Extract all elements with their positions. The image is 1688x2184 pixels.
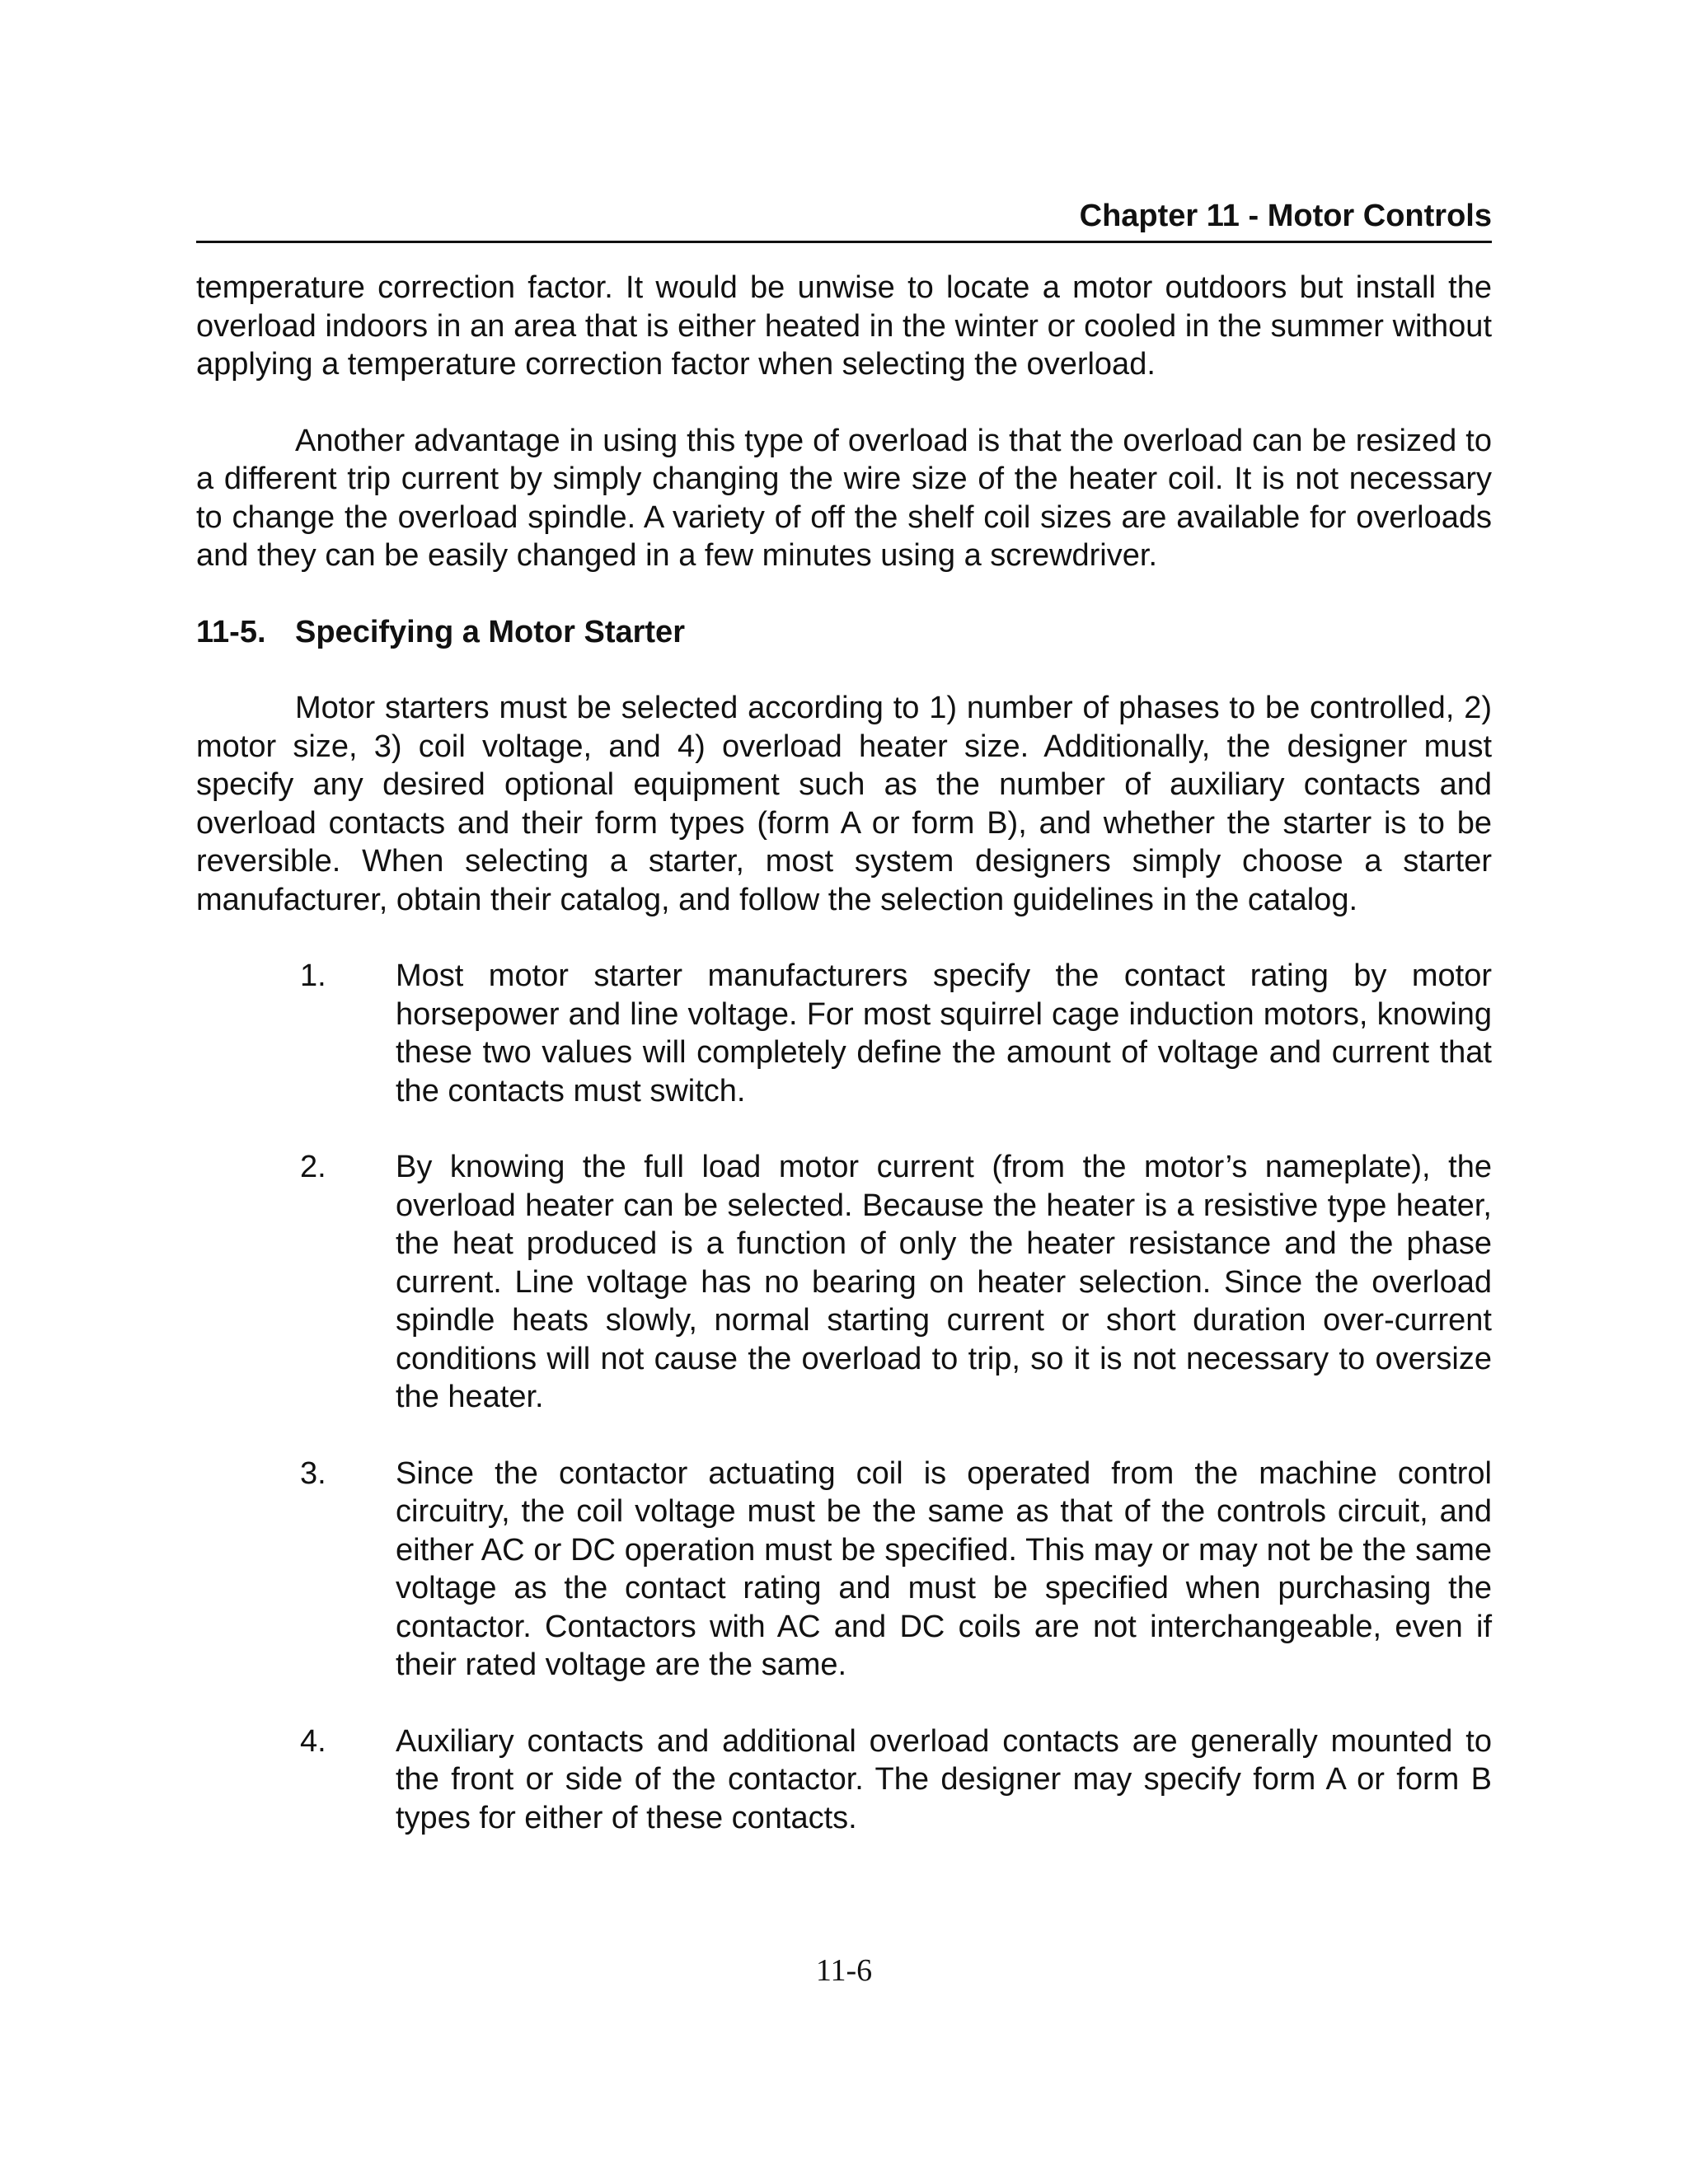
chapter-header: Chapter 11 - Motor Controls <box>1079 199 1492 233</box>
list-item <box>196 957 1492 1110</box>
list-item-text: By knowing the full load motor current (from the motor’s nameplate), the overload heater can be selected. Because the heater is a resistive type heater, the heat produced is a function of only the heater resistance and the phase current. Line voltage has no bearing on heater selection. Since the overload spindle heats slowly, normal starting current or short duration over-current conditions will not cause the overload to trip, so it is not necessary to oversize the heater. <box>396 1150 1492 1414</box>
list-item <box>196 1722 1492 1838</box>
list-marker: 3. <box>300 1455 326 1491</box>
body-text <box>196 269 1492 1875</box>
paragraph-overload-advantage: Another advantage in using this type of overload is that the overload can be resized to a different trip current by simply changing the wire size of the heater coil. It is not necessary to change the overload spindle. A variety of off the shelf coil sizes are available for overloads and they can be easily changed in a few minutes using a screwdriver. <box>196 423 1492 573</box>
list-marker: 4. <box>300 1723 326 1759</box>
section-title: Specifying a Motor Starter <box>295 614 685 649</box>
list-item <box>196 1455 1492 1685</box>
list-item-text: Auxiliary contacts and additional overload contacts are generally mounted to the front or side of the contactor. The designer may specify form A or form B types for either of these contacts. <box>396 1723 1492 1835</box>
header-rule <box>196 241 1492 243</box>
section-intro-paragraph: Motor starters must be selected according to 1) number of phases to be controlled, 2) motor size, 3) coil voltage, and 4) overload heater size. Additionally, the designer must specify any desired optional equipment such as the number of auxiliary contacts and overload contacts and their form types (form A or form B), and whether the starter is to be reversible. When selecting a starter, most system designers simply choose a starter manufacturer, obtain their catalog, and follow the selection guidelines in the catalog. <box>196 691 1492 917</box>
section-number: 11-5. <box>196 614 266 649</box>
list-marker: 2. <box>300 1150 326 1184</box>
list-marker: 1. <box>300 958 326 993</box>
list-item-text: Since the contactor actuating coil is operated from the machine control circuitry, the coil voltage must be the same as that of the controls circuit, and either AC or DC operation must be specified. This may or may not be the same voltage as the contact rating and must be specified when purchasing the contactor. Contactors with AC and DC coils are not interchangeable, even if their rated voltage are the same. <box>396 1455 1492 1682</box>
selection-criteria-list <box>196 957 1492 1837</box>
list-item <box>196 1148 1492 1417</box>
paragraph-continuation: temperature correction factor. It would be unwise to locate a motor outdoors but install the overload indoors in an area that is either heated in the winter or cooled in the summer without applying a temperature correction factor when selecting the overload. <box>196 270 1492 382</box>
section-heading <box>196 613 1492 652</box>
page-number: 11-6 <box>815 1953 873 1988</box>
list-item-text: Most motor starter manufacturers specify the contact rating by motor horsepower and line voltage. For most squirrel cage induction motors, knowing these two values will completely define the amount of voltage and current that the contacts must switch. <box>396 958 1492 1108</box>
